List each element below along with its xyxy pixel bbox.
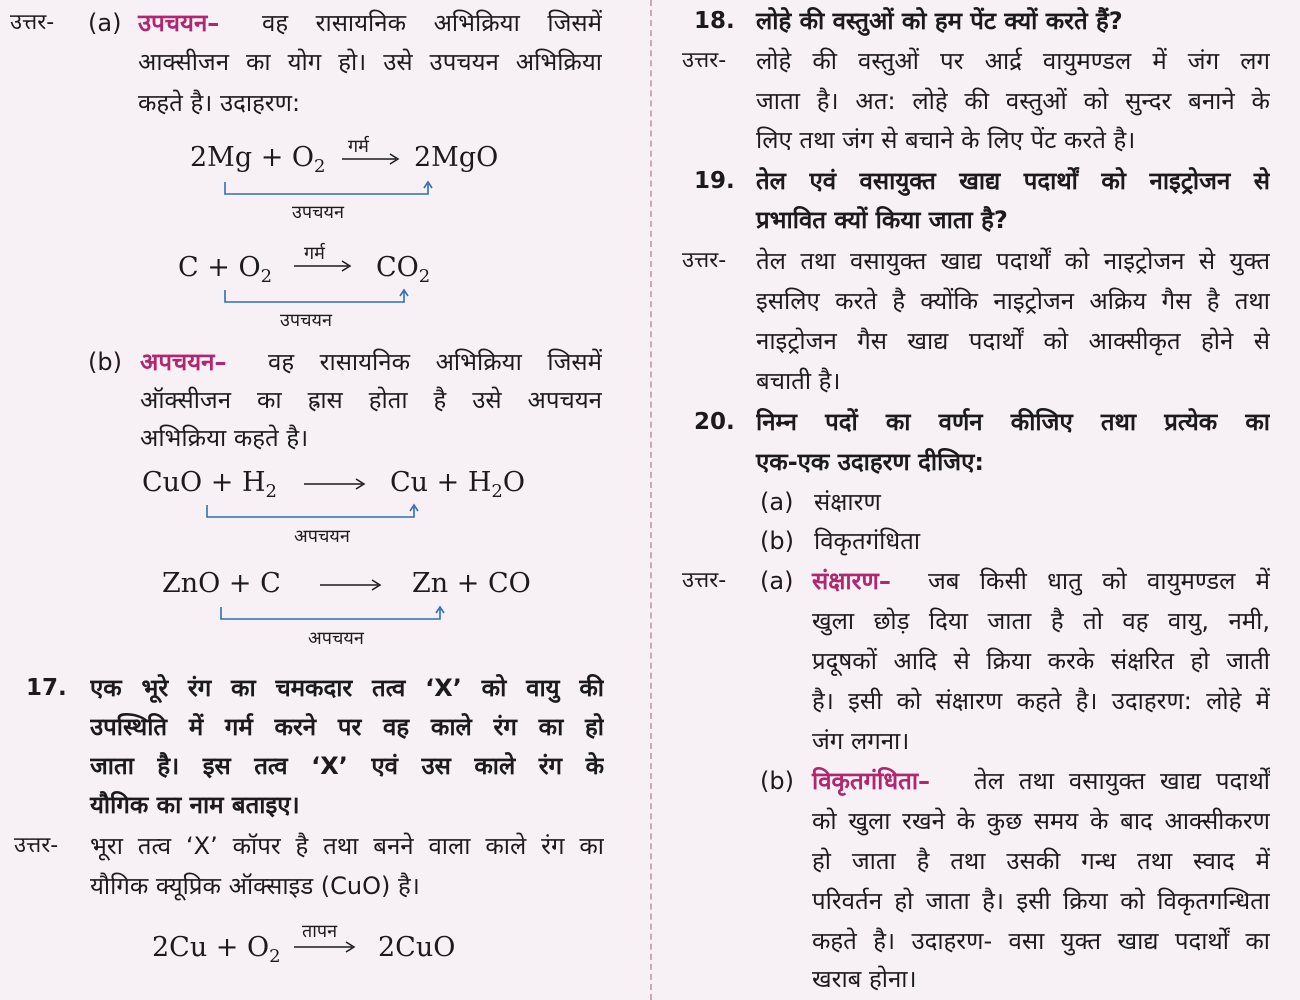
q18-line1: लोहे की वस्तुओं को हम पेंट क्यों करते हैं? bbox=[756, 7, 1123, 35]
eq3-caption: अपचयन bbox=[294, 526, 350, 547]
answer-19-label: उत्तर- bbox=[682, 248, 727, 273]
ans17-line2: यौगिक क्यूप्रिक ऑक्साइड (CuO) है। bbox=[90, 872, 420, 900]
eq4-products: Zn + CO bbox=[412, 568, 531, 599]
q19-line2: प्रभावित क्यों किया जाता है? bbox=[756, 206, 1008, 234]
q20-line1: निम्न पदों का वर्णन कीजिए तथा प्रत्येक का bbox=[756, 408, 1270, 436]
corrosion-line1: जब किसी धातु को वायुमण्डल में bbox=[928, 567, 1270, 595]
ans18-line2: जाता है। अत: लोहे की वस्तुओं को सुन्दर बनाने के bbox=[756, 87, 1270, 115]
eq2-bracket-icon bbox=[222, 288, 410, 308]
reduction-def-line1: वह रासायनिक अभिक्रिया जिसमें bbox=[268, 348, 602, 376]
eq3-products-subscript: 2 bbox=[491, 481, 503, 502]
ans19-line4: बचाती है। bbox=[756, 367, 841, 395]
rancidity-line1: तेल तथा वसायुक्त खाद्य पदार्थों bbox=[974, 767, 1270, 795]
eq1-caption: उपचयन bbox=[292, 202, 344, 223]
eq4-arrow-icon bbox=[318, 578, 384, 592]
rancidity-line4: परिवर्तन हो जाता है। इसी क्रिया को विकृतगन्धिता bbox=[812, 887, 1270, 915]
answer-20-label: उत्तर- bbox=[682, 568, 727, 593]
eq1-arrow-icon bbox=[340, 152, 402, 166]
ans20-part-b-marker: (b) bbox=[760, 767, 794, 795]
eq2-product-subscript: 2 bbox=[418, 266, 431, 287]
eq3-subscript: 2 bbox=[265, 481, 277, 502]
part-a-marker: (a) bbox=[88, 9, 122, 37]
eq2-arrow-icon bbox=[292, 259, 354, 273]
eq1-product: 2MgO bbox=[414, 142, 499, 173]
eq5-reactants: 2Cu + O bbox=[152, 932, 270, 963]
corrosion-line3: प्रदूषकों आदि से क्रिया करके संक्षरित हो जाती bbox=[812, 647, 1270, 675]
eq4-caption: अपचयन bbox=[308, 628, 364, 649]
eq4-reactants: ZnO + C bbox=[162, 568, 281, 599]
rancidity-line3: हो जाता है तथा उसकी गन्ध तथा स्वाद में bbox=[812, 847, 1270, 875]
question-20-number: 20. bbox=[694, 409, 735, 435]
q17-line2: उपस्थिति में गर्म करने पर वह काले रंग का हो bbox=[90, 713, 604, 741]
q20-part-b-text: विकृतगंधिता bbox=[814, 527, 921, 555]
eq2-condition: गर्म bbox=[304, 243, 325, 264]
rancidity-line2: को खुला रखने के कुछ समय के बाद आक्सीकरण bbox=[812, 807, 1270, 835]
eq3-bracket-icon bbox=[204, 503, 420, 523]
eq1-bracket-icon bbox=[222, 180, 434, 200]
eq5-condition: तापन bbox=[302, 921, 338, 942]
eq2-reactants: C + O bbox=[178, 252, 261, 283]
rancidity-line5: कहते है। उदाहरण- वसा युक्त खाद्य पदार्थों का bbox=[812, 927, 1270, 955]
ans19-line2: इसलिए करते है क्योंकि नाइट्रोजन अक्रिय गैस है तथा bbox=[756, 287, 1270, 315]
q20-part-a-text: संक्षारण bbox=[814, 488, 881, 516]
q17-line4: यौगिक का नाम बताइए। bbox=[90, 791, 300, 819]
term-corrosion: संक्षारण– bbox=[812, 567, 891, 595]
corrosion-line5: जंग लगना। bbox=[812, 727, 910, 755]
eq2-caption: उपचयन bbox=[280, 310, 332, 331]
corrosion-line4: है। इसी को संक्षारण कहते है। उदाहरण: लोहे में bbox=[812, 687, 1270, 715]
ans17-line1: भूरा तत्व ‘X’ कॉपर है तथा बनने वाला काले रंग का bbox=[90, 832, 604, 860]
oxidation-def-line3: कहते है। उदाहरण: bbox=[138, 89, 301, 117]
q17-line1: एक भूरे रंग का चमकदार तत्व ‘X’ को वायु की bbox=[90, 674, 604, 702]
corrosion-line2: खुला छोड़ दिया जाता है तो वह वायु, नमी, bbox=[812, 607, 1270, 635]
q19-line1: तेल एवं वसायुक्त खाद्य पदार्थों को नाइट्रोजन से bbox=[756, 167, 1270, 195]
eq1-condition: गर्म bbox=[348, 136, 369, 157]
eq3-products-tail: O bbox=[502, 467, 525, 498]
eq5-subscript: 2 bbox=[269, 946, 281, 967]
term-oxidation: उपचयन– bbox=[138, 9, 220, 37]
q20-line2: एक-एक उदाहरण दीजिए: bbox=[756, 448, 984, 476]
eq1-reactants: 2Mg + O bbox=[190, 142, 315, 173]
eq4-bracket-icon bbox=[218, 605, 446, 625]
term-reduction: अपचयन– bbox=[140, 348, 227, 376]
ans19-line3: नाइट्रोजन गैस खाद्य पदार्थों को आक्सीकृत होने से bbox=[756, 327, 1270, 355]
ans18-line3: लिए तथा जंग से बचाने के लिए पेंट करते है। bbox=[756, 126, 1136, 154]
eq3-arrow-icon bbox=[302, 477, 368, 491]
answer-label: उत्तर- bbox=[10, 10, 55, 35]
eq3-products-text: Cu + H bbox=[390, 467, 492, 498]
answer-17-label: उत्तर- bbox=[14, 833, 59, 858]
eq5-arrow-icon bbox=[292, 940, 358, 954]
oxidation-def-line2: आक्सीजन का योग हो। उसे उपचयन अभिक्रिया bbox=[138, 48, 602, 76]
ans20-part-a-marker: (a) bbox=[760, 567, 794, 595]
equation-mg-oxidation bbox=[190, 141, 325, 184]
question-19-number: 19. bbox=[694, 168, 735, 194]
part-b-marker: (b) bbox=[88, 348, 122, 376]
q20-part-a-marker: (a) bbox=[760, 488, 794, 516]
ans19-line1: तेल तथा वसायुक्त खाद्य पदार्थों को नाइट्रोजन से युक्त bbox=[756, 247, 1270, 275]
rancidity-line6: खराब होना। bbox=[812, 965, 917, 993]
term-rancidity: विकृतगंधिता– bbox=[812, 767, 931, 795]
eq2-product-text: CO bbox=[376, 252, 419, 283]
question-17-number: 17. bbox=[26, 675, 67, 701]
oxidation-def-line1: वह रासायनिक अभिक्रिया जिसमें bbox=[262, 9, 602, 37]
column-divider bbox=[650, 0, 652, 1000]
q20-part-b-marker: (b) bbox=[760, 527, 794, 555]
reduction-def-line3: अभिक्रिया कहते है। bbox=[140, 424, 309, 452]
equation-copper-heating bbox=[152, 931, 281, 974]
question-18-number: 18. bbox=[694, 8, 735, 34]
eq3-reactants: CuO + H bbox=[142, 467, 266, 498]
answer-18-label: उत्तर- bbox=[682, 48, 727, 73]
eq2-subscript: 2 bbox=[260, 266, 273, 287]
q17-line3: जाता है। इस तत्व ‘X’ एवं उस काले रंग के bbox=[90, 752, 604, 780]
eq5-product: 2CuO bbox=[378, 932, 456, 963]
eq1-subscript: 2 bbox=[314, 156, 326, 177]
ans18-line1: लोहे की वस्तुओं पर आर्द्र वायुमण्डल में जंग लग bbox=[756, 47, 1270, 75]
reduction-def-line2: ऑक्सीजन का ह्रास होता है उसे अपचयन bbox=[140, 386, 602, 414]
